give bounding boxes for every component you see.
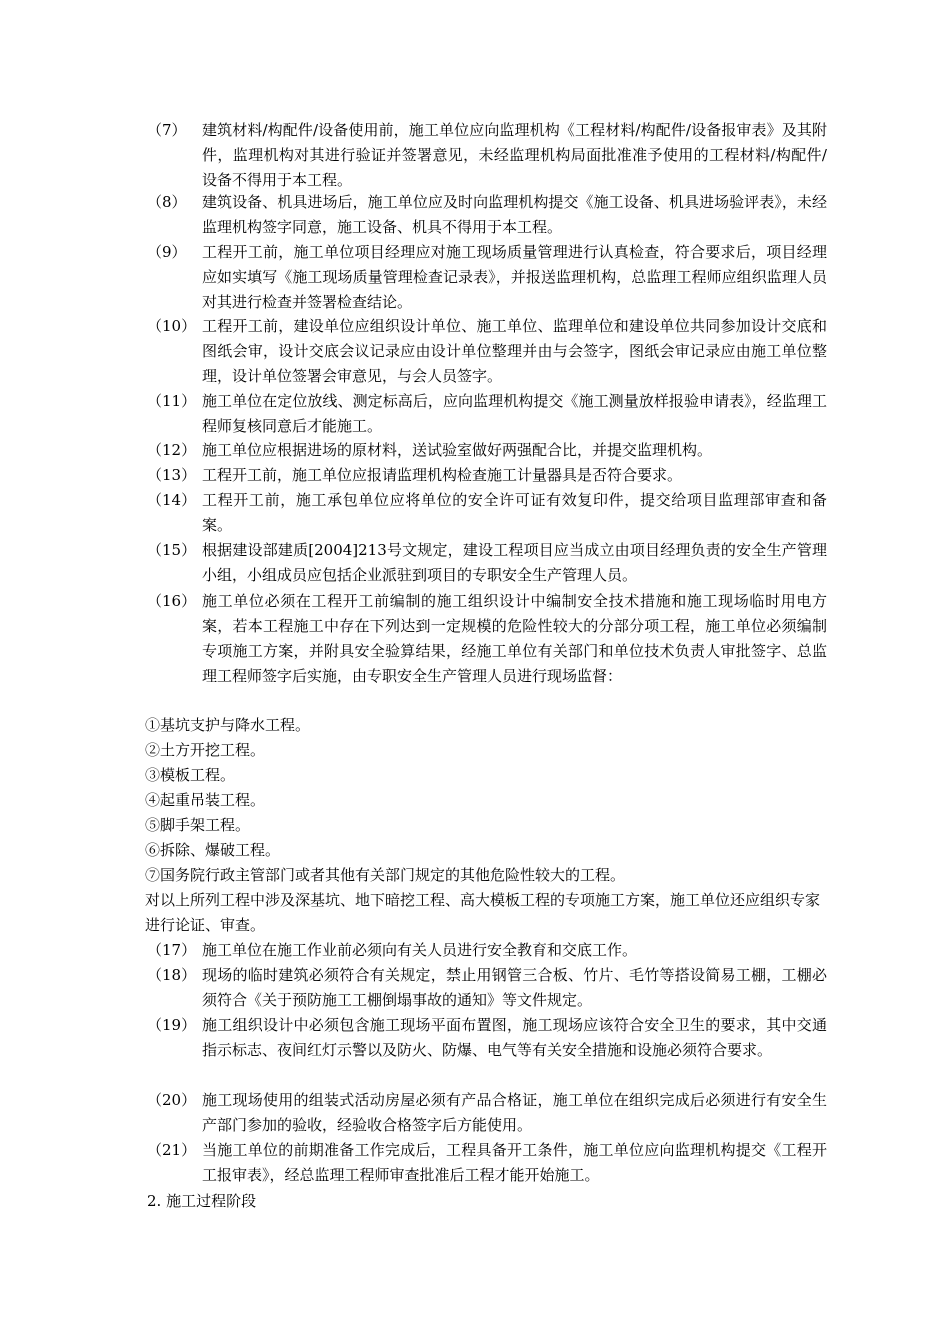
item-number: （17） [147,941,197,959]
list-item [147,190,827,240]
list-item [147,488,827,538]
item-text: 建筑材料/构配件/设备使用前，施工单位应向监理机构《工程材料/构配件/设备报审表》及其附件，监理机构对其进行验证并签署意见，未经监理机构局面批准准予使用的工程材料/构配件/设备不得用于本工程。 [202,121,827,189]
item-number: （10） [147,317,197,335]
item-text: 施工单位必须在工程开工前编制的施工组织设计中编制安全技术措施和施工现场临时用电方案，若本工程施工中存在下列达到一定规模的危险性较大的分部分项工程，施工单位必须编制专项施工方案，并附具安全验算结果，经施工单位有关部门和单位技术负责人审批签字、总监理工程师签字后实施，由专职安全生产管理人员进行现场监督： [202,592,827,685]
list-item [147,438,827,463]
item-number: （19） [147,1016,197,1034]
sublist-item: ⑥拆除、爆破工程。 [145,841,281,859]
item-text: 工程开工前，建设单位应组织设计单位、施工单位、监理单位和建设单位共同参加设计交底和图纸会审，设计交底会议记录应由设计单位整理并由与会签字，图纸会审记录应由施工单位整理，设计单位签署会审意见，与会人员签字。 [202,317,827,385]
item-text: 施工单位在施工作业前必须向有关人员进行安全教育和交底工作。 [202,941,638,959]
item-text: 工程开工前，施工单位项目经理应对施工现场质量管理进行认真检查，符合要求后，项目经理应如实填写《施工现场质量管理检查记录表》，并报送监理机构，总监理工程师应组织监理人员对其进行检查并签署检查结论。 [202,243,827,311]
list-item [147,589,827,689]
item-number: （20） [147,1091,197,1109]
item-text: 工程开工前，施工承包单位应将单位的安全许可证有效复印件，提交给项目监理部审查和备案。 [202,491,827,534]
item-text: 当施工单位的前期准备工作完成后，工程具备开工条件，施工单位应向监理机构提交《工程开工报审表》，经总监理工程师审查批准后工程才能开始施工。 [202,1141,827,1184]
item-number: （21） [147,1141,197,1159]
list-item [147,938,827,963]
list-item [147,963,827,1013]
sublist-item: ④起重吊装工程。 [145,791,266,809]
sublist-item: ③模板工程。 [145,766,236,784]
list-item [147,1138,827,1188]
list-item [147,1013,827,1063]
item-number: （7） [147,121,187,139]
item-number: （13） [147,466,197,484]
section-heading: 2. 施工过程阶段 [147,1192,257,1210]
item-text: 根据建设部建质[2004]213号文规定，建设工程项目应当成立由项目经理负责的安全生产管理小组，小组成员应包括企业派驻到项目的专职安全生产管理人员。 [202,541,827,584]
item-number: （12） [147,441,197,459]
sublist-item: ⑦国务院行政主管部门或者其他有关部门规定的其他危险性较大的工程。 [145,866,626,884]
item-number: （9） [147,243,187,261]
item-text: 建筑设备、机具进场后，施工单位应及时向监理机构提交《施工设备、机具进场验评表》，未经监理机构签字同意，施工设备、机具不得用于本工程。 [202,193,827,236]
sublist-item: ①基坑支护与降水工程。 [145,716,311,734]
item-text: 现场的临时建筑必须符合有关规定，禁止用钢管三合板、竹片、毛竹等搭设简易工棚，工棚必须符合《关于预防施工工棚倒塌事故的通知》等文件规定。 [202,966,827,1009]
item-text: 施工单位在定位放线、测定标高后，应向监理机构提交《施工测量放样报验申请表》，经监理工程师复核同意后才能施工。 [202,392,827,435]
item-number: （11） [147,392,197,410]
item-text: 工程开工前，施工单位应报请监理机构检查施工计量器具是否符合要求。 [202,466,683,484]
list-item [147,538,827,588]
list-item [147,389,827,439]
item-number: （16） [147,592,197,610]
item-number: （18） [147,966,197,984]
item-number: （8） [147,193,187,211]
item-text: 施工组织设计中必须包含施工现场平面布置图，施工现场应该符合安全卫生的要求，其中交通指示标志、夜间红灯示警以及防火、防爆、电气等有关安全措施和设施必须符合要求。 [202,1016,827,1059]
item-text: 施工现场使用的组装式活动房屋必须有产品合格证，施工单位在组织完成后必须进行有安全生产部门参加的验收，经验收合格签字后方能使用。 [202,1091,827,1134]
list-item [147,118,827,193]
list-item [147,314,827,389]
list-item [147,463,827,488]
note-paragraph: 对以上所列工程中涉及深基坑、地下暗挖工程、高大模板工程的专项施工方案，施工单位还应组织专家进行论证、审查。 [145,891,821,934]
list-item [147,240,827,315]
item-number: （15） [147,541,197,559]
sublist-item: ⑤脚手架工程。 [145,816,251,834]
sublist-item: ②土方开挖工程。 [145,741,266,759]
list-item [147,1088,827,1138]
item-text: 施工单位应根据进场的原材料，送试验室做好两强配合比，并提交监理机构。 [202,441,713,459]
item-number: （14） [147,491,197,509]
